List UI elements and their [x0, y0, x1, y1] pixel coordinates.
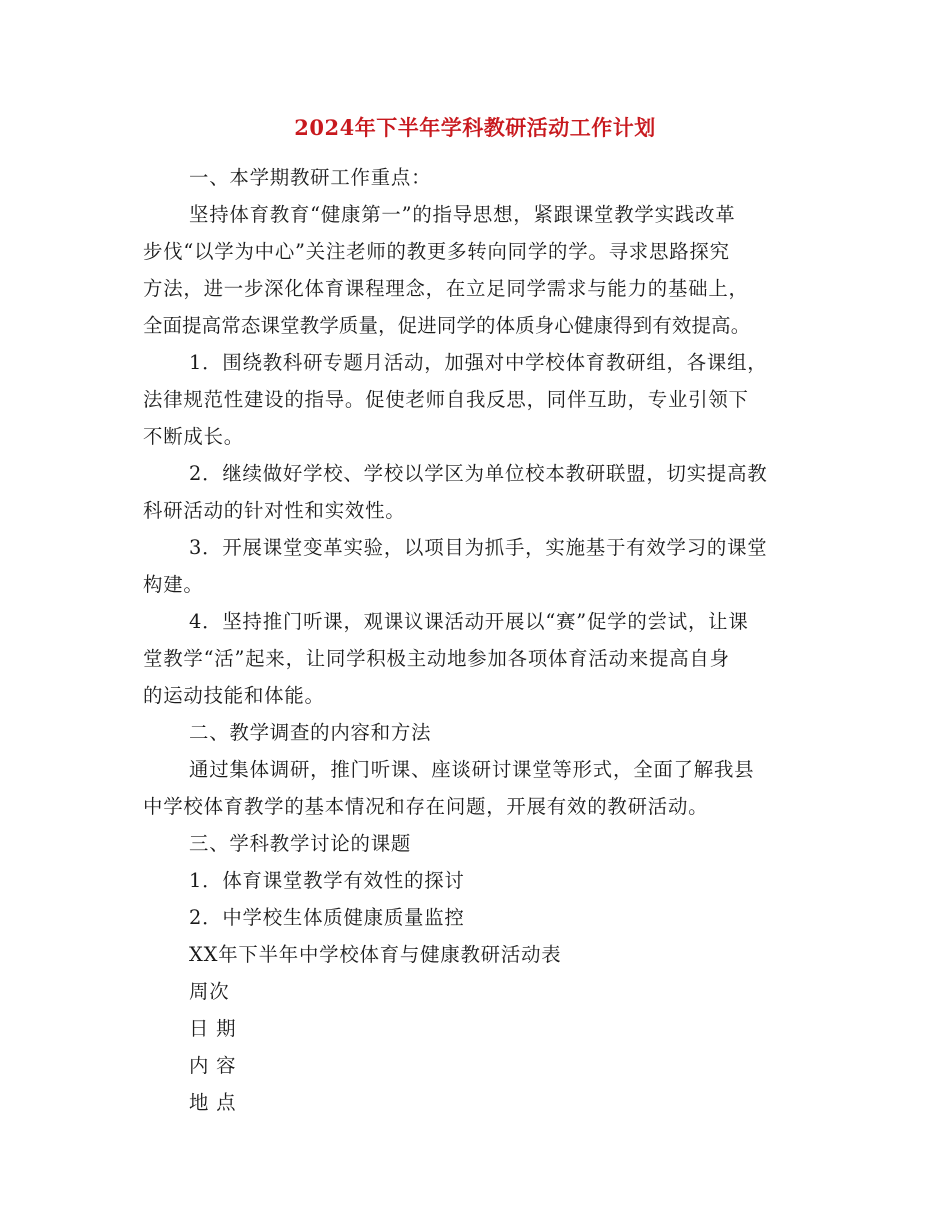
paragraph-line: 科研活动的针对性和实效性。: [143, 499, 406, 522]
paragraph-line: 不断成长。: [143, 425, 244, 448]
paragraph-line: 步伐“以学为中心”关注老师的教更多转向同学的学。寻求思路探究: [143, 240, 730, 263]
paragraph-line: 中学校体育教学的基本情况和存在问题，开展有效的教研活动。: [143, 795, 709, 818]
list-item-2: 2．继续做好学校、学校以学区为单位校本教研联盟，切实提高教: [189, 462, 768, 485]
list-item-1: 1．围绕教科研专题月活动，加强对中学校体育教研组，各课组，: [189, 351, 768, 374]
document-title: 2024年下半年学科教研活动工作计划: [294, 115, 656, 140]
paragraph-line: 坚持体育教育“健康第一”的指导思想，紧跟课堂教学实践改革: [189, 203, 736, 226]
list-item-4: 4．坚持推门听课，观课议课活动开展以“赛”促学的尝试，让课: [189, 610, 749, 633]
table-header-content: 内 容: [189, 1054, 237, 1077]
paragraph-line: 全面提高常态课堂教学质量，促进同学的体质身心健康得到有效提高。: [143, 314, 751, 337]
list-item-3: 3．开展课堂变革实验，以项目为抓手，实施基于有效学习的课堂: [189, 536, 768, 559]
section-heading-3: 三、学科教学讨论的课题: [189, 832, 412, 855]
table-caption: XX年下半年中学校体育与健康教研活动表: [189, 943, 562, 966]
paragraph-line: 法律规范性建设的指导。促使老师自我反思，同伴互助，专业引领下: [143, 388, 749, 411]
paragraph-line: 的运动技能和体能。: [143, 684, 325, 707]
table-header-week: 周次: [189, 980, 230, 1003]
paragraph-line: 通过集体调研，推门听课、座谈研讨课堂等形式，全面了解我县: [189, 758, 755, 781]
topic-item-1: 1．体育课堂教学有效性的探讨: [189, 869, 465, 892]
paragraph-line: 堂教学“活”起来，让同学积极主动地参加各项体育活动来提高自身: [143, 647, 730, 670]
section-heading-2: 二、教学调查的内容和方法: [189, 721, 432, 744]
topic-item-2: 2．中学校生体质健康质量监控: [189, 906, 465, 929]
paragraph-line: 方法，进一步深化体育课程理念，在立足同学需求与能力的基础上，: [143, 277, 749, 300]
table-header-date: 日 期: [189, 1017, 237, 1040]
table-header-location: 地 点: [189, 1091, 237, 1114]
document-body: [143, 159, 808, 1121]
section-heading-1: 一、本学期教研工作重点：: [189, 166, 432, 189]
paragraph-line: 构建。: [143, 573, 204, 596]
